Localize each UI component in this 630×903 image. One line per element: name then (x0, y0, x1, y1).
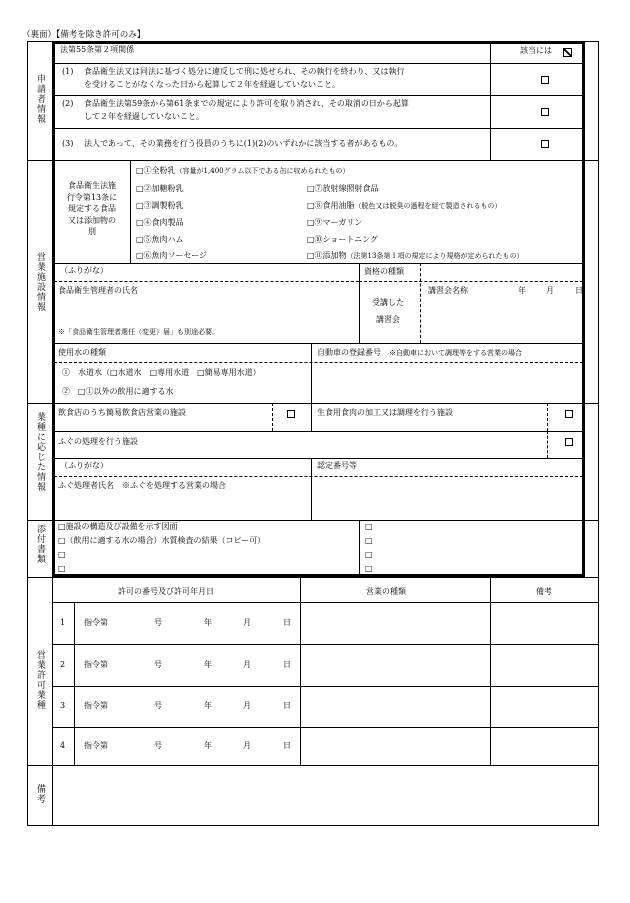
attachment-item[interactable]: □施設の構造及び設備を示す図面 (58, 522, 178, 531)
number-suffix: 号 (154, 741, 162, 750)
divider (54, 343, 583, 344)
divider (54, 63, 583, 64)
section-industry: 業種に応じた情報 (35, 412, 45, 492)
row-number: 1 (60, 618, 66, 627)
divider (311, 403, 312, 431)
item-text: 食品衛生法第59条から第61条までの規定により許可を取り消され、その取消の日から起算 (84, 99, 409, 108)
divider (74, 602, 75, 765)
attachment-item[interactable]: □ (58, 564, 66, 573)
divider (54, 281, 359, 282)
divider (27, 577, 599, 578)
section-permit: 営業許可業種 (35, 650, 45, 710)
permit-prefix: 指令第 (84, 618, 108, 627)
day-label: 日 (575, 286, 583, 295)
manager-note: ※「食品衛生管理者選任（変更）届」も別途必要。 (58, 328, 219, 336)
divider (54, 263, 583, 264)
number-suffix: 号 (154, 618, 162, 627)
furigana-label: （ふりがな） (60, 266, 108, 275)
food-option[interactable]: □①全粉乳（容量が1,400グラム以下である缶に収められたもの） (136, 166, 350, 175)
checkbox-raw-meat[interactable] (565, 410, 573, 418)
attachment-item[interactable]: □ (58, 550, 66, 559)
divider (272, 403, 273, 431)
item-text: して２年を経過していないこと。 (84, 112, 204, 121)
item-number: (1) (62, 67, 74, 76)
divider (547, 431, 548, 458)
food-option[interactable]: □⑤魚肉ハム (136, 235, 184, 244)
divider (300, 577, 301, 765)
divider (311, 458, 312, 520)
food-type-label: 食品衛生法施 行令第13条に 規定する食品 又は添加物の 別 (66, 181, 118, 237)
divider (27, 160, 599, 161)
section-remarks: 備考 (35, 784, 45, 804)
divider (359, 520, 360, 577)
item-text: 食品衛生法又は同法に基づく処分に違反して刑に処せられ、その執行を終わり、又は執行 (84, 67, 405, 76)
divider (54, 95, 583, 96)
divider (54, 458, 583, 459)
food-option[interactable]: □⑪添加物（法第13条第１項の規定により規格が定められたもの） (307, 251, 524, 260)
divider (52, 602, 599, 603)
year-label: 年 (204, 701, 212, 710)
divider (359, 263, 360, 343)
food-option[interactable]: □⑨マーガリン (307, 218, 363, 227)
month-label: 月 (243, 701, 251, 710)
month-label: 月 (243, 741, 251, 750)
vehicle-label: 自動車の登録番号 ※自動車において調理等をする営業の場合 (317, 348, 522, 357)
course-label: 受講した (372, 298, 404, 307)
divider (52, 644, 599, 645)
item-text: 法人であって、その業務を行う役員のうちに(1)(2)のいずれかに該当する者があるもの。 (84, 139, 403, 148)
food-option[interactable]: □③調製粉乳 (136, 201, 184, 210)
permit-prefix: 指令第 (84, 701, 108, 710)
section-attachments: 添付書類 (35, 524, 45, 564)
year-label: 年 (204, 618, 212, 627)
furigana-label: （ふりがな） (60, 461, 108, 470)
food-option[interactable]: □⑦放射線照射食品 (307, 184, 379, 193)
food-option[interactable]: □②加糖粉乳 (136, 184, 184, 193)
divider (130, 160, 131, 263)
divider (359, 281, 583, 282)
raw-meat-label: 生食用食肉の加工又は調理を行う施設 (317, 408, 453, 417)
divider (490, 577, 491, 765)
water-option-1[interactable]: ① 水道水（□水道水 □専用水道 □簡易専用水道） (62, 368, 261, 377)
divider (547, 403, 548, 431)
food-option[interactable]: □④食肉製品 (136, 218, 184, 227)
permit-number-header: 許可の番号及び許可年月日 (118, 587, 214, 596)
cert-number-label: 認定番号等 (317, 461, 357, 470)
food-option[interactable]: □⑥魚肉ソーセージ (136, 251, 207, 260)
applicable-label: 該当には (520, 46, 552, 55)
month-label: 月 (546, 286, 554, 295)
row-number: 4 (60, 741, 66, 750)
manager-name-label: 食品衛生管理者の氏名 (58, 286, 138, 295)
qualification-label: 資格の種類 (364, 267, 404, 276)
divider (54, 431, 583, 432)
fugu-handler-label: ふぐ処理者氏名 ※ふぐを処理する営業の場合 (58, 481, 226, 490)
item-number: (3) (62, 139, 74, 148)
divider (54, 128, 583, 129)
year-label: 年 (204, 660, 212, 669)
month-label: 月 (243, 618, 251, 627)
divider (52, 577, 53, 826)
attachment-item[interactable]: □ (365, 564, 373, 573)
number-suffix: 号 (154, 660, 162, 669)
simple-restaurant-label: 飲食店のうち簡易飲食店営業の施設 (58, 408, 186, 417)
attachment-item[interactable]: □（飲用に適する水の場合）水質検査の結果（コピー可） (58, 536, 266, 545)
month-label: 月 (243, 660, 251, 669)
year-label: 年 (518, 286, 526, 295)
row-number: 3 (60, 701, 66, 710)
checkbox-3[interactable] (541, 140, 549, 148)
permit-prefix: 指令第 (84, 660, 108, 669)
divider (27, 403, 599, 404)
divider (420, 263, 421, 343)
item-number: (2) (62, 99, 74, 108)
divider (27, 520, 599, 521)
day-label: 日 (283, 618, 291, 627)
attachment-item[interactable]: □ (365, 522, 373, 531)
food-option[interactable]: □⑩ショートニング (307, 235, 378, 244)
attachment-item[interactable]: □ (365, 536, 373, 545)
law-reference: 法第55条第２項関係 (60, 45, 135, 54)
checkbox-fugu[interactable] (565, 438, 573, 446)
permit-prefix: 指令第 (84, 741, 108, 750)
divider (52, 727, 599, 728)
checked-box-icon (563, 48, 572, 57)
year-label: 年 (204, 741, 212, 750)
remarks-header: 備考 (536, 587, 552, 596)
divider (52, 686, 599, 687)
item-text: を受けることがなくなった日から起算して２年を経過していないこと。 (84, 80, 340, 89)
fugu-facility-label: ふぐの処理を行う施設 (58, 437, 138, 446)
divider (490, 43, 491, 160)
checkbox-1[interactable] (541, 76, 549, 84)
divider (54, 476, 583, 477)
day-label: 日 (283, 741, 291, 750)
business-type-header: 営業の種類 (366, 587, 406, 596)
divider (54, 362, 583, 363)
row-number: 2 (60, 660, 66, 669)
page-header: （裏面）【備考を除き許可のみ】 (22, 30, 146, 40)
checkbox-2[interactable] (541, 108, 549, 116)
course-name-label: 講習会名称 (428, 286, 468, 295)
divider (311, 343, 312, 403)
day-label: 日 (283, 701, 291, 710)
checkbox-simple-restaurant[interactable] (287, 410, 295, 418)
course-label: 講習会 (376, 315, 400, 324)
divider (27, 765, 599, 766)
water-option-2[interactable]: ② □①以外の飲用に適する水 (62, 387, 174, 396)
water-type-label: 使用水の種類 (58, 348, 106, 357)
day-label: 日 (283, 660, 291, 669)
number-suffix: 号 (154, 701, 162, 710)
section-applicant: 申請者情報 (35, 74, 45, 124)
attachment-item[interactable]: □ (365, 550, 373, 559)
food-option[interactable]: □⑧食用油脂（脱色又は脱臭の過程を経て製造されるもの） (307, 201, 502, 210)
section-facility: 営業施設情報 (35, 252, 45, 312)
